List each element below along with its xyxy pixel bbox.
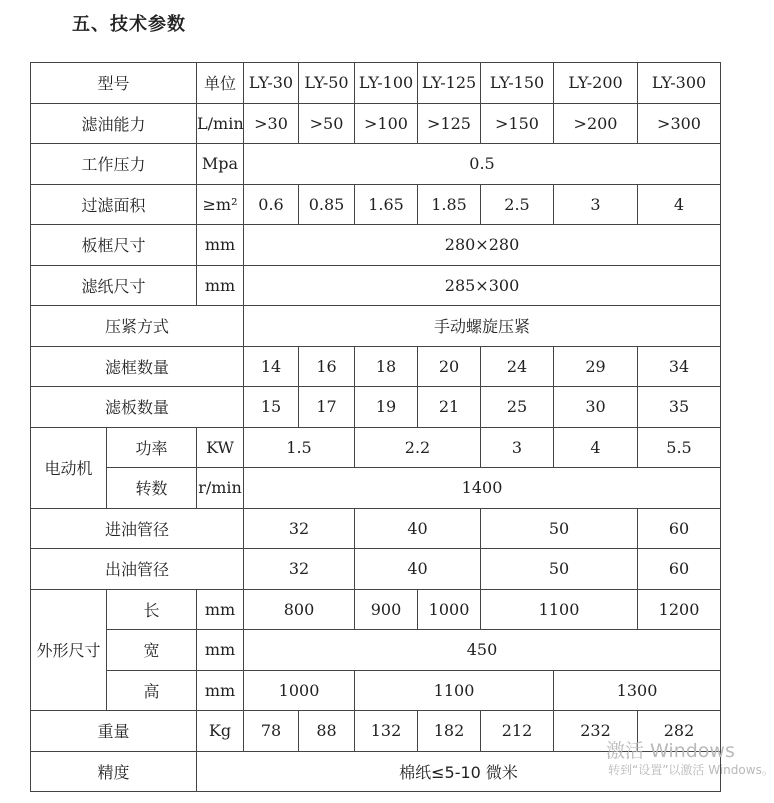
model-cell: LY-300	[638, 63, 721, 104]
value-cell: 14	[244, 346, 299, 387]
table-row	[31, 589, 721, 630]
value-cell: 1.85	[418, 184, 481, 225]
spec-table	[30, 62, 721, 792]
row-label: 板框尺寸	[31, 225, 197, 266]
value-cell: 34	[638, 346, 721, 387]
table-row	[31, 103, 721, 144]
unit-cell: KW	[197, 427, 244, 468]
row-label: 滤板数量	[31, 387, 244, 428]
row-label: 转数	[107, 468, 197, 509]
value-cell: 1400	[244, 468, 721, 509]
unit-cell: mm	[197, 589, 244, 630]
value-cell: >300	[638, 103, 721, 144]
row-label: 进油管径	[31, 508, 244, 549]
value-cell: 4	[554, 427, 638, 468]
row-label: 压紧方式	[31, 306, 244, 347]
value-cell: 3	[481, 427, 554, 468]
unit-cell: mm	[197, 670, 244, 711]
unit-cell: mm	[197, 225, 244, 266]
table-row	[31, 508, 721, 549]
row-label: 过滤面积	[31, 184, 197, 225]
group-label: 电动机	[31, 427, 107, 508]
value-cell: 212	[481, 711, 554, 752]
table-row	[31, 468, 721, 509]
table-row	[31, 184, 721, 225]
table-row	[31, 346, 721, 387]
value-cell: 88	[299, 711, 355, 752]
value-cell: 16	[299, 346, 355, 387]
value-cell: 19	[355, 387, 418, 428]
table-row	[31, 670, 721, 711]
row-label: 滤油能力	[31, 103, 197, 144]
activation-watermark-title: 激活 Windows	[606, 740, 735, 762]
row-label: 重量	[31, 711, 197, 752]
value-cell: >200	[554, 103, 638, 144]
model-cell: LY-200	[554, 63, 638, 104]
value-cell: 手动螺旋压紧	[244, 306, 721, 347]
table-row	[31, 427, 721, 468]
value-cell: >150	[481, 103, 554, 144]
value-cell: 1.65	[355, 184, 418, 225]
value-cell: 78	[244, 711, 299, 752]
table-row	[31, 630, 721, 671]
value-cell: 21	[418, 387, 481, 428]
table-row	[31, 549, 721, 590]
value-cell: >100	[355, 103, 418, 144]
value-cell: 17	[299, 387, 355, 428]
value-cell: 30	[554, 387, 638, 428]
row-label: 长	[107, 589, 197, 630]
value-cell: 5.5	[638, 427, 721, 468]
row-label: 精度	[31, 751, 197, 792]
row-label: 功率	[107, 427, 197, 468]
value-cell: 18	[355, 346, 418, 387]
model-cell: LY-100	[355, 63, 418, 104]
value-cell: 0.5	[244, 144, 721, 185]
model-cell: LY-150	[481, 63, 554, 104]
value-cell: 3	[554, 184, 638, 225]
model-cell: LY-125	[418, 63, 481, 104]
value-cell: 280×280	[244, 225, 721, 266]
unit-cell: mm	[197, 630, 244, 671]
value-cell: 32	[244, 549, 355, 590]
row-label: 高	[107, 670, 197, 711]
value-cell: 棉纸≤5-10 微米	[197, 751, 721, 792]
unit-cell: Mpa	[197, 144, 244, 185]
value-cell: >50	[299, 103, 355, 144]
value-cell: 0.85	[299, 184, 355, 225]
table-row	[31, 265, 721, 306]
value-cell: 1100	[355, 670, 554, 711]
value-cell: 1000	[418, 589, 481, 630]
value-cell: 25	[481, 387, 554, 428]
value-cell: 1200	[638, 589, 721, 630]
value-cell: >125	[418, 103, 481, 144]
model-cell: LY-30	[244, 63, 299, 104]
row-label: 滤框数量	[31, 346, 244, 387]
value-cell: >30	[244, 103, 299, 144]
row-label: 出油管径	[31, 549, 244, 590]
row-label: 滤纸尺寸	[31, 265, 197, 306]
value-cell: 450	[244, 630, 721, 671]
value-cell: 1000	[244, 670, 355, 711]
header-unit: 单位	[197, 63, 244, 104]
value-cell: 2.5	[481, 184, 554, 225]
unit-cell: L/min	[197, 103, 244, 144]
value-cell: 24	[481, 346, 554, 387]
value-cell: 60	[638, 549, 721, 590]
row-label: 宽	[107, 630, 197, 671]
value-cell: 4	[638, 184, 721, 225]
row-label: 工作压力	[31, 144, 197, 185]
value-cell: 40	[355, 549, 481, 590]
value-cell: 20	[418, 346, 481, 387]
value-cell: 40	[355, 508, 481, 549]
value-cell: 900	[355, 589, 418, 630]
value-cell: 232	[554, 711, 638, 752]
value-cell: 32	[244, 508, 355, 549]
table-row	[31, 225, 721, 266]
unit-cell: ≥m²	[197, 184, 244, 225]
value-cell: 60	[638, 508, 721, 549]
group-label: 外形尺寸	[31, 589, 107, 711]
unit-cell: mm	[197, 265, 244, 306]
value-cell: 1300	[554, 670, 721, 711]
model-cell: LY-50	[299, 63, 355, 104]
unit-cell: r/min	[197, 468, 244, 509]
value-cell: 1100	[481, 589, 638, 630]
value-cell: 15	[244, 387, 299, 428]
value-cell: 50	[481, 508, 638, 549]
activation-watermark-text: 转到“设置”以激活 Windows。	[608, 763, 774, 777]
value-cell: 282	[638, 711, 721, 752]
value-cell: 2.2	[355, 427, 481, 468]
header-model: 型号	[31, 63, 197, 104]
section-heading: 五、技术参数	[72, 14, 186, 35]
value-cell: 182	[418, 711, 481, 752]
table-row	[31, 306, 721, 347]
value-cell: 800	[244, 589, 355, 630]
value-cell: 285×300	[244, 265, 721, 306]
value-cell: 1.5	[244, 427, 355, 468]
unit-cell: Kg	[197, 711, 244, 752]
value-cell: 132	[355, 711, 418, 752]
value-cell: 0.6	[244, 184, 299, 225]
value-cell: 35	[638, 387, 721, 428]
value-cell: 29	[554, 346, 638, 387]
value-cell: 50	[481, 549, 638, 590]
table-row	[31, 387, 721, 428]
table-row	[31, 144, 721, 185]
table-row	[31, 63, 721, 104]
